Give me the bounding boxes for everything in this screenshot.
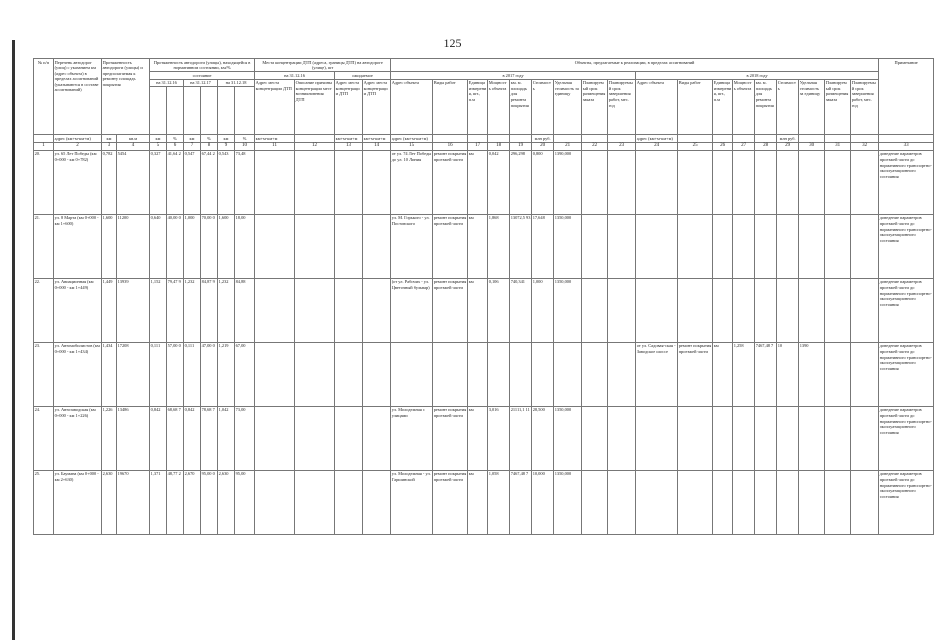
cell-n17: 0,842	[184, 406, 201, 470]
column-number: 2	[54, 142, 102, 150]
column-number: 12	[295, 142, 335, 150]
cell-cap2	[733, 470, 755, 534]
cell-n16: 0,640	[150, 214, 167, 278]
cell-empty	[255, 470, 295, 534]
cell-p16: 68,68 7	[167, 406, 184, 470]
column-number: 31	[825, 142, 851, 150]
cell-n17: 2,670	[184, 470, 201, 534]
cell-cost: 17,648	[532, 214, 554, 278]
units-row	[34, 135, 934, 143]
cell-cost: 0,800	[532, 150, 554, 214]
cell-empty	[255, 150, 295, 214]
cell-n17: 0,547	[184, 150, 201, 214]
u-m2: кв.м	[117, 135, 150, 143]
cell-area2	[755, 214, 777, 278]
cell-empty	[608, 406, 636, 470]
u-obj2: адрес (км+м-км+м)	[636, 135, 678, 143]
header-row-1	[34, 59, 934, 72]
cell-note: доведение параметров проезжей части до нормативного транспортно-эксплуатационного состояния	[879, 214, 934, 278]
cell-empty	[363, 470, 391, 534]
cell-n18: 0,543	[218, 150, 235, 214]
cell-work2	[678, 150, 713, 214]
header-row-3	[34, 79, 934, 87]
u-km3: км	[184, 135, 201, 143]
cell-addr: от ул. 74 Лет Победы до ул. 10 Линия	[391, 150, 433, 214]
cell-p18: 95,00	[235, 470, 255, 534]
column-number: 15	[391, 142, 433, 150]
cell-ucost2	[799, 278, 825, 342]
column-number: 33	[879, 142, 934, 150]
th-road-list: Перечень автодорог (улиц) с указанием км (адрес объекта) в пределах ассигнований (указываются в составе ассигнований)	[54, 59, 102, 135]
cell-length: 1,226	[102, 406, 117, 470]
th-capacity-2: Мощность объекта	[733, 79, 755, 135]
cell-n18: 1,600	[218, 214, 235, 278]
cell-empty	[851, 214, 879, 278]
cell-empty	[582, 342, 608, 406]
u-obj: адрес (км+м-км+м)	[391, 135, 433, 143]
cell-num: 22.	[34, 278, 54, 342]
cell-addr2: от ул. Садовая-ская - Заводское шоссе	[636, 342, 678, 406]
cell-work: ремонт покрытия проезжей части	[433, 406, 468, 470]
u-pct: %	[167, 135, 184, 143]
cell-area_rep: 7467,48 7	[510, 470, 532, 534]
cell-addr2	[636, 470, 678, 534]
th-num: № п/п	[34, 59, 54, 135]
cell-unit: км	[468, 150, 488, 214]
cell-empty	[335, 342, 363, 406]
cell-empty	[825, 470, 851, 534]
cell-cost: 10,000	[532, 470, 554, 534]
th-state-on: состояние	[150, 72, 255, 80]
column-number: 10	[235, 142, 255, 150]
cell-addr: ул. Молодежная с улицами	[391, 406, 433, 470]
cell-empty	[851, 278, 879, 342]
th-obj-addr: Адрес объекта	[391, 79, 433, 135]
cell-empty	[363, 278, 391, 342]
th-km-ramp-2: км. м. площадь для ремонта покрытия	[755, 79, 777, 135]
cell-empty	[295, 150, 335, 214]
cell-p16: 40,00 0	[167, 214, 184, 278]
cell-n16: 1,152	[150, 278, 167, 342]
column-number: 14	[363, 142, 391, 150]
cell-cost2	[777, 214, 799, 278]
cell-empty	[295, 278, 335, 342]
cell-unit2: км	[713, 342, 733, 406]
cell-empty	[335, 406, 363, 470]
u-cost2: млн руб.	[777, 135, 799, 143]
th-objects: Объекты, предлагаемые к реализации, в пределах ассигнований	[391, 59, 879, 72]
th-plan-dates-2: Планируемый срок размещения заказа	[825, 79, 851, 135]
cell-cost2	[777, 150, 799, 214]
th-work-type-2: Виды работ	[678, 79, 713, 135]
cell-length: 0,782	[102, 150, 117, 214]
cell-cost2	[777, 470, 799, 534]
column-number: 32	[851, 142, 879, 150]
cell-work: ремонт покрытия проезжей части	[433, 214, 468, 278]
column-number: 26	[713, 142, 733, 150]
cell-cost2: 10	[777, 342, 799, 406]
cell-work2	[678, 406, 713, 470]
th-date-1: на 31.12.16	[150, 79, 184, 87]
cell-n17: 1,000	[184, 214, 201, 278]
column-number: 9	[218, 142, 235, 150]
cell-length: 2,630	[102, 470, 117, 534]
column-number: 6	[167, 142, 184, 150]
cell-unit: км	[468, 278, 488, 342]
cell-ucost2	[799, 470, 825, 534]
cell-ucost2	[799, 214, 825, 278]
cell-length: 1,434	[102, 342, 117, 406]
cell-empty	[335, 214, 363, 278]
cell-area2: 7467,48 7	[755, 342, 777, 406]
u-pct3: %	[235, 135, 255, 143]
cell-work2	[678, 470, 713, 534]
cell-empty	[255, 214, 295, 278]
cell-addr: ул. Молодежная - ул. Гаршинской	[391, 470, 433, 534]
cell-work: ремонт покрытия проезжей части	[433, 150, 468, 214]
cell-empty	[825, 150, 851, 214]
page-number: 125	[443, 36, 462, 50]
cell-unit2	[713, 470, 733, 534]
u-km: км	[102, 135, 117, 143]
cell-n18: 1,219	[218, 342, 235, 406]
cell-addr2	[636, 150, 678, 214]
cell-area: 19670	[117, 470, 150, 534]
column-number: 28	[755, 142, 777, 150]
cell-num: 23.	[34, 342, 54, 406]
cell-cap2	[733, 150, 755, 214]
table-row	[34, 470, 934, 534]
cell-unit: км	[468, 214, 488, 278]
cell-ucost: 1350,000	[554, 470, 582, 534]
cell-cost	[532, 342, 554, 406]
th-dtp-addr-3: Адрес места концентрации ДТП	[363, 79, 391, 135]
table-row	[34, 150, 934, 214]
cell-cap2	[733, 278, 755, 342]
cell-area_rep: 13072,5 93	[510, 214, 532, 278]
th-note: Примечание	[879, 59, 934, 135]
th-length-area: Протяженность автодороги (улицы) и предполагаемая к ремонту площадь покрытия	[102, 59, 150, 135]
cell-area: 13486	[117, 406, 150, 470]
cell-name: ул. Авиационная (км 0+000 - км 1+449)	[54, 278, 102, 342]
cell-empty	[825, 342, 851, 406]
cell-empty	[851, 150, 879, 214]
cell-empty	[363, 214, 391, 278]
cell-cost2	[777, 278, 799, 342]
th-unit-cost-2: Удельная стоимость за единицу	[799, 79, 825, 135]
cell-name: ул. Баумана (км 0+000 - км 2+630)	[54, 470, 102, 534]
cell-area2	[755, 278, 777, 342]
u-pct2: %	[201, 135, 218, 143]
th-dtp-on: на 31.12.16	[255, 72, 335, 80]
cell-note: доведение параметров проезжей части до нормативного транспортно-эксплуатационного состояния	[879, 150, 934, 214]
cell-addr2	[636, 406, 678, 470]
cell-empty	[582, 214, 608, 278]
cell-area: 11200	[117, 214, 150, 278]
cell-p17: 84,87 9	[201, 278, 218, 342]
th-year-1: в 2017 году	[391, 72, 636, 80]
cell-empty	[851, 406, 879, 470]
cell-cap	[488, 342, 510, 406]
th-plan-dates: Планируемый срок размещения заказа	[582, 79, 608, 135]
cell-unit2	[713, 406, 733, 470]
cell-p16: 57,00 0	[167, 342, 184, 406]
column-number: 11	[255, 142, 295, 150]
column-number: 4	[117, 142, 150, 150]
column-number: 1	[34, 142, 54, 150]
column-number: 17	[468, 142, 488, 150]
cell-empty	[295, 342, 335, 406]
cell-area: 13939	[117, 278, 150, 342]
road-register-table	[33, 58, 934, 535]
th-plan-finish-2: Планируемый срок завершения работ, мес. год	[851, 79, 879, 135]
cell-empty	[608, 470, 636, 534]
cell-n17: 0,111	[184, 342, 201, 406]
cell-addr	[391, 342, 433, 406]
cell-p16: 41,64 2	[167, 150, 184, 214]
column-number: 25	[678, 142, 713, 150]
cell-empty	[851, 470, 879, 534]
cell-addr2	[636, 214, 678, 278]
th-units: Единица измерения, шт., п.м	[468, 79, 488, 135]
cell-work: ремонт покрытия проезжей части	[433, 278, 468, 342]
cell-area: 5454	[117, 150, 150, 214]
cell-n18: 1,232	[218, 278, 235, 342]
u-cost: млн руб.	[532, 135, 554, 143]
column-number: 3	[102, 142, 117, 150]
cell-unit	[468, 342, 488, 406]
binding-rule	[12, 40, 15, 640]
th-km-ramp: км. м. площадь для ремонта покрытия	[510, 79, 532, 135]
cell-unit2	[713, 150, 733, 214]
cell-ucost2	[799, 150, 825, 214]
cell-n16: 0,111	[150, 342, 167, 406]
cell-area_rep: 296,298	[510, 150, 532, 214]
cell-num: 24.	[34, 406, 54, 470]
th-plan-finish: Планируемый срок завершения работ, мес. год	[608, 79, 636, 135]
cell-p17: 70,00 0	[201, 214, 218, 278]
cell-note: доведение параметров проезжей части до нормативного транспортно-эксплуатационного состояния	[879, 470, 934, 534]
cell-cap2	[733, 214, 755, 278]
cell-unit2	[713, 278, 733, 342]
u-km4: км	[218, 135, 235, 143]
cell-empty	[851, 342, 879, 406]
column-number: 7	[184, 142, 201, 150]
cell-area: 17208	[117, 342, 150, 406]
cell-unit2	[713, 214, 733, 278]
column-number: 20	[532, 142, 554, 150]
cell-note: доведение параметров проезжей части до нормативного транспортно-эксплуатационного состояния	[879, 342, 934, 406]
th-expected: ожидаемое	[335, 72, 391, 80]
th-unit-cost: Удельная стоимость за единицу	[554, 79, 582, 135]
column-number: 23	[608, 142, 636, 150]
cell-empty	[582, 150, 608, 214]
u-dtp3: км+м-км+м	[363, 135, 391, 143]
th-dtp-places: Места концентрации ДТП (адреса, границы ДТП) на автодороге (улице), шт	[255, 59, 391, 72]
cell-num: 25.	[34, 470, 54, 534]
th-dtp-addr: Адрес места концентрации ДТП	[255, 79, 295, 135]
cell-empty	[363, 406, 391, 470]
cell-n17: 1,232	[184, 278, 201, 342]
cell-empty	[825, 214, 851, 278]
cell-ucost: 1350,000	[554, 278, 582, 342]
cell-area2	[755, 150, 777, 214]
cell-p17: 95,00 0	[201, 470, 218, 534]
column-number: 19	[510, 142, 532, 150]
cell-empty	[825, 278, 851, 342]
cell-unit: км	[468, 470, 488, 534]
cell-ucost: 1350,000	[554, 214, 582, 278]
cell-empty	[582, 470, 608, 534]
th-date-3: на 31.12.18	[218, 79, 255, 87]
cell-work	[433, 342, 468, 406]
cell-cap2	[733, 406, 755, 470]
th-normative-length: Протяженность автодороги (улицы), находящейся в нормативном состоянии, км/%	[150, 59, 255, 72]
cell-name: ул. 8 Марта (км 0+000 - км 1+600)	[54, 214, 102, 278]
column-number: 16	[433, 142, 468, 150]
cell-name: ул. Автозаводская (км 0+000 - км 1+226)	[54, 406, 102, 470]
cell-empty	[255, 406, 295, 470]
cell-area_rep	[510, 342, 532, 406]
column-number: 5	[150, 142, 167, 150]
cell-empty	[608, 342, 636, 406]
cell-addr: ул. М. Горького - ул. Постовского	[391, 214, 433, 278]
cell-length: 1,449	[102, 278, 117, 342]
cell-empty	[295, 214, 335, 278]
column-number: 27	[733, 142, 755, 150]
cell-p18: 73,48	[235, 150, 255, 214]
cell-note: доведение параметров проезжей части до нормативного транспортно-эксплуатационного состояния	[879, 406, 934, 470]
cell-length: 1,600	[102, 214, 117, 278]
cell-area2	[755, 406, 777, 470]
cell-ucost: 1350,000	[554, 406, 582, 470]
cell-n16: 0,842	[150, 406, 167, 470]
table-row	[34, 406, 934, 470]
cell-num: 20.	[34, 150, 54, 214]
column-number: 18	[488, 142, 510, 150]
cell-empty	[295, 406, 335, 470]
cell-cap2: 1,258	[733, 342, 755, 406]
cell-empty	[363, 342, 391, 406]
column-number: 21	[554, 142, 582, 150]
cell-cost: 28,500	[532, 406, 554, 470]
cell-empty	[255, 342, 295, 406]
cell-cap: 0,106	[488, 278, 510, 342]
cell-addr2	[636, 278, 678, 342]
table-row	[34, 214, 934, 278]
cell-p18: 73,00	[235, 406, 255, 470]
cell-empty	[608, 150, 636, 214]
cell-name: ул. Автомобилистов (км 0+000 - км 1+434)	[54, 342, 102, 406]
cell-cap: 1,058	[488, 470, 510, 534]
cell-ucost2	[799, 406, 825, 470]
cell-p17: 67,44 2	[201, 150, 218, 214]
th-cost: Стоимость	[532, 79, 554, 135]
cell-work2	[678, 214, 713, 278]
cell-p16: 79,47 9	[167, 278, 184, 342]
u-dtp2: км+м-км+м	[335, 135, 363, 143]
cell-cost: 1,000	[532, 278, 554, 342]
cell-empty	[608, 278, 636, 342]
cell-area2	[755, 470, 777, 534]
cell-note: доведение параметров проезжей части до нормативного транспортно-эксплуатационного состояния	[879, 278, 934, 342]
cell-area_rep: 740,341	[510, 278, 532, 342]
cell-empty	[825, 406, 851, 470]
th-obj-addr-2: Адрес объекта	[636, 79, 678, 135]
cell-p18: 84,88	[235, 278, 255, 342]
u-km2: км	[150, 135, 167, 143]
cell-unit: км	[468, 406, 488, 470]
cell-ucost	[554, 342, 582, 406]
cell-n16: 1,371	[150, 470, 167, 534]
cell-p18: 67,00	[235, 342, 255, 406]
u-addr: адрес (км+м-км+м)	[54, 135, 102, 143]
cell-work2	[678, 278, 713, 342]
header-row-2	[34, 72, 934, 80]
cell-p17: 78,68 7	[201, 406, 218, 470]
cell-empty	[335, 278, 363, 342]
cell-num: 21.	[34, 214, 54, 278]
column-numbers-row	[34, 142, 934, 150]
cell-addr: (от ул. Рабочих - ул. Цветочный бульвар)	[391, 278, 433, 342]
cell-empty	[582, 406, 608, 470]
cell-ucost: 1390,000	[554, 150, 582, 214]
cell-n18: 2,630	[218, 470, 235, 534]
table-row	[34, 342, 934, 406]
cell-work: ремонт покрытия проезжей части	[433, 470, 468, 534]
column-number: 30	[799, 142, 825, 150]
cell-empty	[363, 150, 391, 214]
cell-area_rep: 21111,1 11	[510, 406, 532, 470]
th-date-2: на 31.12.17	[184, 79, 218, 87]
cell-empty	[255, 278, 295, 342]
cell-empty	[295, 470, 335, 534]
data-body	[34, 150, 934, 534]
u-dtp1: км+м-км+м	[255, 135, 295, 143]
cell-empty	[335, 470, 363, 534]
cell-empty	[608, 214, 636, 278]
cell-p18: 18,00	[235, 214, 255, 278]
column-number: 24	[636, 142, 678, 150]
cell-n16: 0,327	[150, 150, 167, 214]
cell-cap: 0,042	[488, 150, 510, 214]
cell-cost2	[777, 406, 799, 470]
th-units-2: Единица измерения, шт., п.м	[713, 79, 733, 135]
table-row	[34, 278, 934, 342]
cell-empty	[582, 278, 608, 342]
th-dtp-addr-2: Адрес места концентрации ДТП	[335, 79, 363, 135]
th-capacity: Мощность объекта	[488, 79, 510, 135]
th-cost-2: Стоимость	[777, 79, 799, 135]
cell-n18: 1,042	[218, 406, 235, 470]
column-number: 13	[335, 142, 363, 150]
column-number: 8	[201, 142, 218, 150]
cell-empty	[335, 150, 363, 214]
cell-name: ул. 65 Лет Победы (км 0+000 - км 0+782)	[54, 150, 102, 214]
th-work-type: Виды работ	[433, 79, 468, 135]
th-year-2: в 2018 году	[636, 72, 879, 80]
cell-cap: 1,868	[488, 214, 510, 278]
cell-ucost2: 1390	[799, 342, 825, 406]
cell-p17: 47,00 0	[201, 342, 218, 406]
cell-p16: 48,77 2	[167, 470, 184, 534]
cell-cap: 3,016	[488, 406, 510, 470]
cell-work2: ремонт покрытия проезжей части	[678, 342, 713, 406]
column-number: 29	[777, 142, 799, 150]
column-number: 22	[582, 142, 608, 150]
th-dtp-reasons: Описание причины концентрации мест возникновения ДТП	[295, 79, 335, 135]
